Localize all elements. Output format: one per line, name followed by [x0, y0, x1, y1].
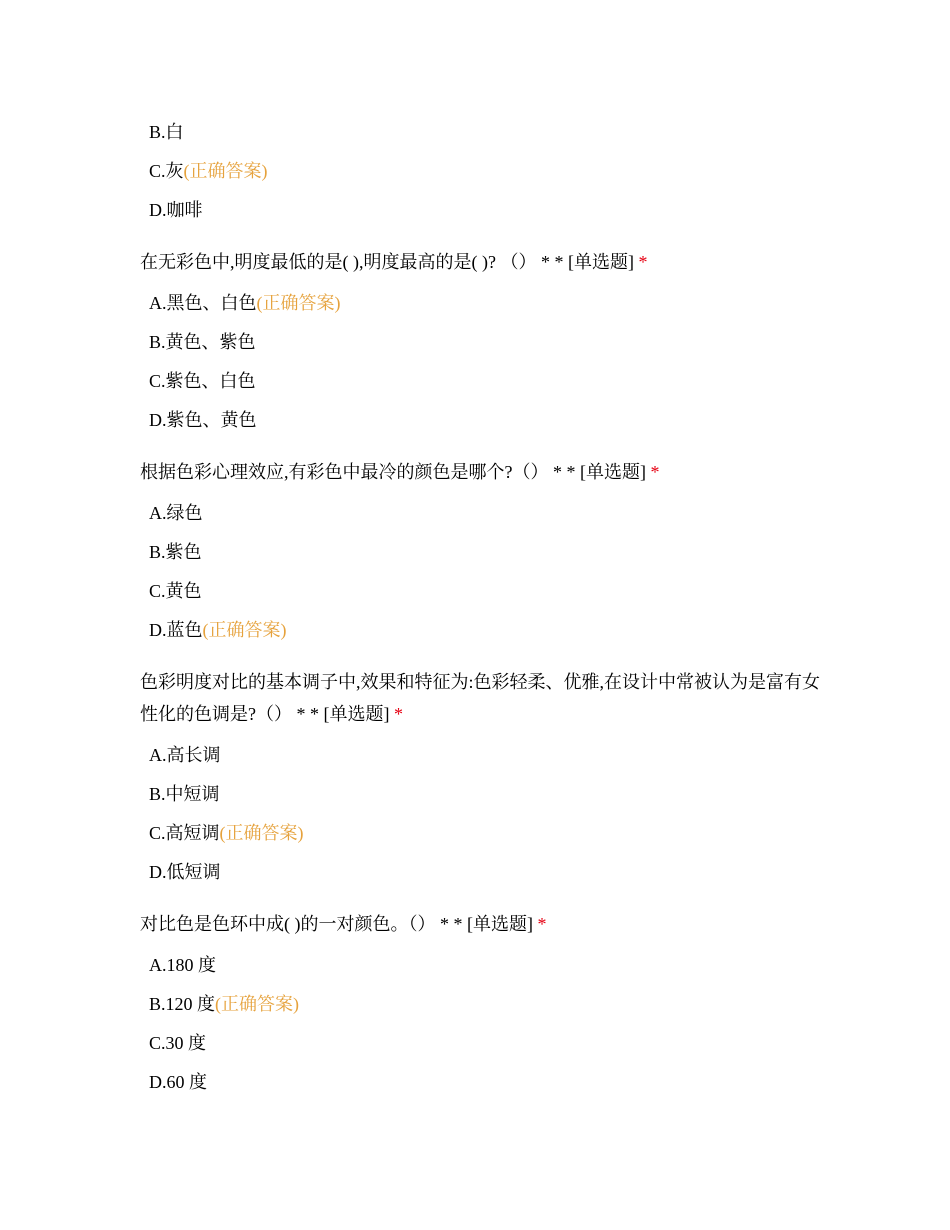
option-text: C.灰 — [149, 161, 184, 181]
option-item — [149, 160, 268, 182]
option-text: B.紫色 — [149, 542, 202, 562]
option-text: C.高短调 — [149, 823, 220, 843]
option-text: B.120 度 — [149, 994, 216, 1014]
option-item — [149, 783, 220, 805]
option-item — [149, 822, 304, 844]
option-item — [149, 861, 221, 883]
option-item — [149, 954, 216, 976]
option-item — [149, 199, 203, 221]
question-text: 对比色是色环中成( )的一对颜色。（） * * [单选题] — [140, 914, 533, 934]
option-text: A.高长调 — [149, 745, 221, 765]
option-item — [149, 292, 341, 314]
option-text: D.低短调 — [149, 862, 221, 882]
question-text: 在无彩色中,明度最低的是( ),明度最高的是( )? （） * * [单选题] — [140, 252, 634, 272]
option-item — [149, 1032, 206, 1054]
option-item — [149, 580, 202, 602]
option-text: B.白 — [149, 122, 184, 142]
option-item — [149, 993, 299, 1015]
option-item — [149, 619, 287, 641]
question-text: 根据色彩心理效应,有彩色中最冷的颜色是哪个?（） * * [单选题] — [140, 462, 646, 482]
required-mark: * — [393, 704, 403, 724]
correct-answer-tag: (正确答案) — [219, 823, 304, 843]
option-text: B.中短调 — [149, 784, 220, 804]
option-item — [149, 121, 184, 143]
required-mark: * — [638, 252, 648, 272]
required-mark: * — [537, 914, 547, 934]
option-text: A.黑色、白色 — [149, 293, 257, 313]
option-text: B.黄色、紫色 — [149, 332, 256, 352]
question-title — [140, 456, 830, 488]
option-item — [149, 331, 256, 353]
option-text: A.180 度 — [149, 955, 216, 975]
correct-answer-tag: (正确答案) — [256, 293, 341, 313]
option-item — [149, 541, 202, 563]
correct-answer-tag: (正确答案) — [215, 994, 300, 1014]
option-text: D.60 度 — [149, 1072, 207, 1092]
option-text: C.黄色 — [149, 581, 202, 601]
option-text: D.咖啡 — [149, 200, 203, 220]
question-title — [140, 246, 830, 278]
option-text: C.紫色、白色 — [149, 371, 256, 391]
option-text: C.30 度 — [149, 1033, 207, 1053]
question-title — [140, 908, 830, 940]
option-item — [149, 370, 256, 392]
option-text: D.蓝色 — [149, 620, 203, 640]
option-item — [149, 502, 203, 524]
question-text: 色彩明度对比的基本调子中,效果和特征为:色彩轻柔、优雅,在设计中常被认为是富有女性化的色调是?（） * * [单选题] — [140, 672, 820, 724]
question-title — [140, 666, 820, 730]
required-mark: * — [650, 462, 660, 482]
option-item — [149, 409, 257, 431]
correct-answer-tag: (正确答案) — [202, 620, 287, 640]
correct-answer-tag: (正确答案) — [183, 161, 268, 181]
option-item — [149, 744, 221, 766]
option-text: D.紫色、黄色 — [149, 410, 257, 430]
option-text: A.绿色 — [149, 503, 203, 523]
option-item — [149, 1071, 207, 1093]
